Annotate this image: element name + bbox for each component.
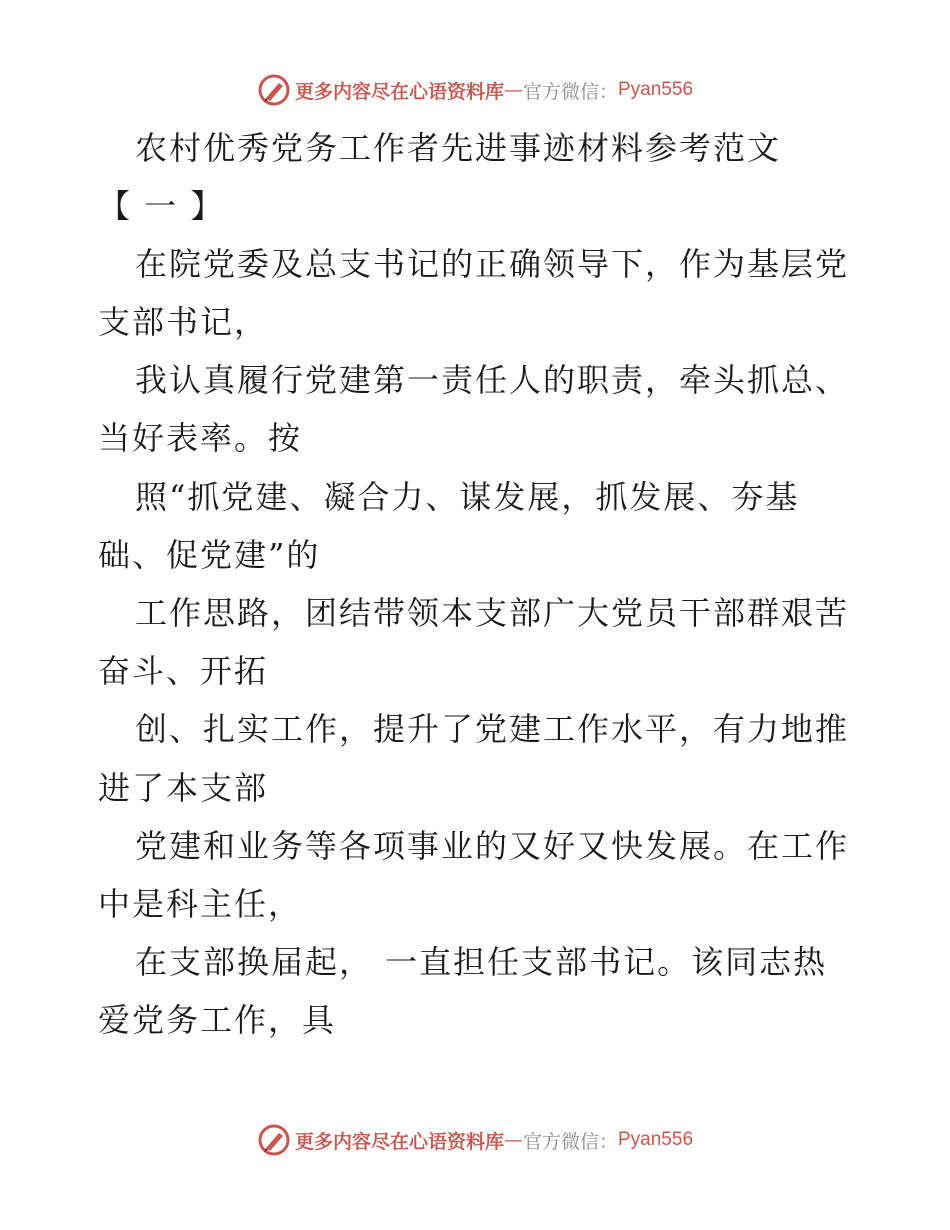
text-line: 工作思路，团结带领本支部广大党员干部群艰苦 — [135, 594, 850, 632]
text-line: 中是科主任， — [98, 885, 303, 923]
text-line: 在院党委及总支书记的正确领导下，作为基层党 — [135, 245, 850, 283]
text-line: 奋斗、开拓 — [98, 652, 269, 690]
text-line: 础、促党建”的 — [98, 536, 321, 574]
footer-banner — [0, 1120, 950, 1160]
text-line: 照“抓党建、凝合力、谋发展，抓发展、夯基 — [135, 478, 800, 516]
text-line: 党建和业务等各项事业的又好又快发展。在工作 — [135, 827, 850, 865]
banner-wechat-id: Pyan556 — [618, 1129, 694, 1150]
document-title: 农村优秀党务工作者先进事迹材料参考范文 — [135, 129, 782, 167]
pen-logo-icon — [257, 1123, 291, 1157]
pen-logo-icon — [257, 73, 291, 107]
text-line: 在支部换届起， 一直担任支部书记。该同志热 — [135, 943, 828, 981]
banner-brand-text: 更多内容尽在心语资料库 — [294, 80, 504, 103]
text-line: 爱党务工作，具 — [98, 1001, 337, 1039]
banner-brand-text: 更多内容尽在心语资料库 — [294, 1130, 504, 1153]
banner-wechat-label: 官方微信： — [522, 1130, 618, 1153]
text-line: 创、扎实工作，提升了党建工作水平，有力地推 — [135, 710, 850, 748]
banner-separator: — — [503, 1129, 523, 1151]
banner-wechat-id: Pyan556 — [618, 79, 694, 100]
text-line: 当好表率。按 — [98, 419, 303, 457]
section-marker: 【 一 】 — [98, 187, 225, 225]
text-line: 进了本支部 — [98, 769, 269, 807]
banner-wechat-label: 官方微信： — [522, 80, 618, 103]
text-line: 我认真履行党建第一责任人的职责，牵头抓总、 — [135, 361, 850, 399]
header-banner — [0, 70, 950, 110]
text-line: 支部书记， — [98, 303, 269, 341]
banner-separator: — — [503, 79, 523, 101]
